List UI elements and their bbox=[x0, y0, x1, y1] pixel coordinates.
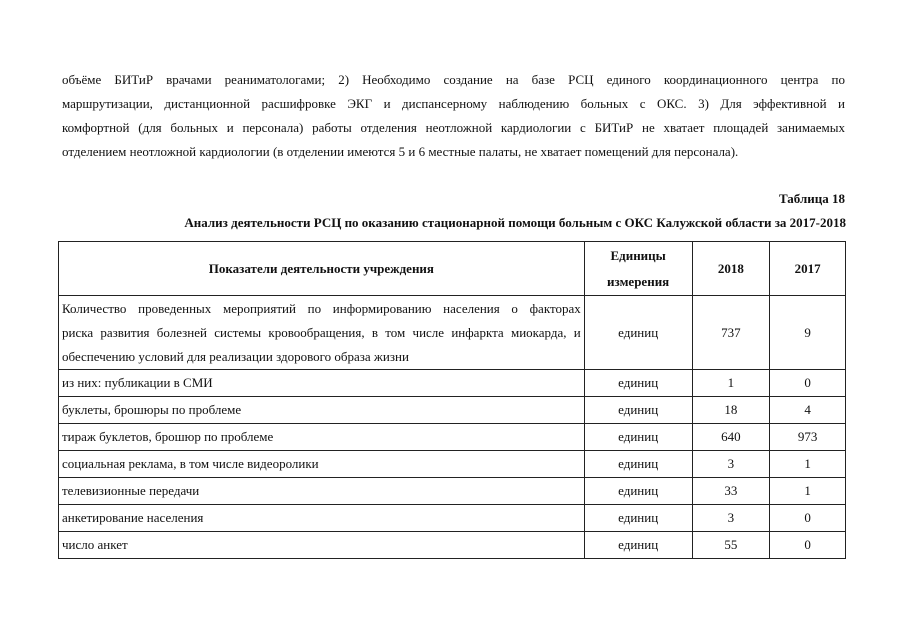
paragraph-line: комфортной (для больных и персонала) работы отделения неотложной кардиологии с БИТиР не хватает площадей занимаемых bbox=[62, 120, 845, 135]
row-indicator-line: Количество проведенных мероприятий по информированию населения о факторах bbox=[62, 300, 581, 316]
row-unit: единиц bbox=[584, 505, 692, 532]
row-value-2018: 18 bbox=[692, 397, 770, 424]
table-row bbox=[59, 424, 846, 451]
row-indicator bbox=[59, 296, 585, 370]
paragraph-line: отделением неотложной кардиологии (в отделении имеются 5 и 6 местные палаты, не хватает помещений для персонала). bbox=[62, 144, 739, 159]
body-paragraph bbox=[62, 68, 845, 164]
row-value-2018: 33 bbox=[692, 478, 770, 505]
activity-table bbox=[58, 241, 846, 559]
paragraph-line: маршрутизации, дистанционной расшифровке ЭКГ и диспансерному наблюдению больных с ОКС. 3) Для эффективной и bbox=[62, 96, 845, 111]
row-unit: единиц bbox=[584, 478, 692, 505]
row-indicator: социальная реклама, в том числе видеоролики bbox=[59, 451, 585, 478]
row-value-2017: 0 bbox=[770, 532, 846, 559]
header-year-2017: 2017 bbox=[770, 242, 846, 296]
row-value-2017: 4 bbox=[770, 397, 846, 424]
row-value-2017: 973 bbox=[770, 424, 846, 451]
table-caption: Таблица 18 bbox=[778, 191, 845, 206]
table-row bbox=[59, 451, 846, 478]
table-row bbox=[59, 505, 846, 532]
table-header-row bbox=[59, 242, 846, 296]
table-row bbox=[59, 296, 846, 370]
header-indicator: Показатели деятельности учреждения bbox=[59, 242, 585, 296]
row-value-2017: 0 bbox=[770, 505, 846, 532]
row-value-2018: 640 bbox=[692, 424, 770, 451]
table-row bbox=[59, 478, 846, 505]
row-unit: единиц bbox=[584, 451, 692, 478]
header-units-line1: Единицы bbox=[610, 247, 666, 263]
row-value-2017: 9 bbox=[770, 296, 846, 370]
row-unit: единиц bbox=[584, 370, 692, 397]
row-value-2018: 3 bbox=[692, 451, 770, 478]
header-units bbox=[584, 242, 692, 296]
row-value-2018: 737 bbox=[692, 296, 770, 370]
row-indicator-line: риска развития болезней системы кровообращения, в том числе инфаркта миокарда, и bbox=[62, 324, 581, 340]
row-indicator: анкетирование населения bbox=[59, 505, 585, 532]
row-value-2017: 0 bbox=[770, 370, 846, 397]
row-indicator: тираж буклетов, брошюр по проблеме bbox=[59, 424, 585, 451]
row-indicator: число анкет bbox=[59, 532, 585, 559]
row-unit: единиц bbox=[584, 397, 692, 424]
row-indicator: телевизионные передачи bbox=[59, 478, 585, 505]
row-value-2017: 1 bbox=[770, 478, 846, 505]
header-units-line2: измерения bbox=[607, 273, 670, 289]
header-year-2018: 2018 bbox=[692, 242, 770, 296]
row-indicator-line: обеспечению условий для реализации здорового образа жизни bbox=[62, 348, 409, 364]
table-row bbox=[59, 532, 846, 559]
table-row bbox=[59, 370, 846, 397]
row-unit: единиц bbox=[584, 424, 692, 451]
row-indicator: из них: публикации в СМИ bbox=[59, 370, 585, 397]
table-title: Анализ деятельности РСЦ по оказанию стационарной помощи больным с ОКС Калужской области за 2017-2018 bbox=[184, 215, 846, 230]
row-value-2018: 3 bbox=[692, 505, 770, 532]
row-value-2018: 1 bbox=[692, 370, 770, 397]
table-row bbox=[59, 397, 846, 424]
row-value-2018: 55 bbox=[692, 532, 770, 559]
paragraph-line: объёме БИТиР врачами реаниматологами; 2) Необходимо создание на базе РСЦ единого координационного центра по bbox=[62, 72, 845, 87]
row-unit: единиц bbox=[584, 532, 692, 559]
row-value-2017: 1 bbox=[770, 451, 846, 478]
row-indicator: буклеты, брошюры по проблеме bbox=[59, 397, 585, 424]
row-unit: единиц bbox=[584, 296, 692, 370]
